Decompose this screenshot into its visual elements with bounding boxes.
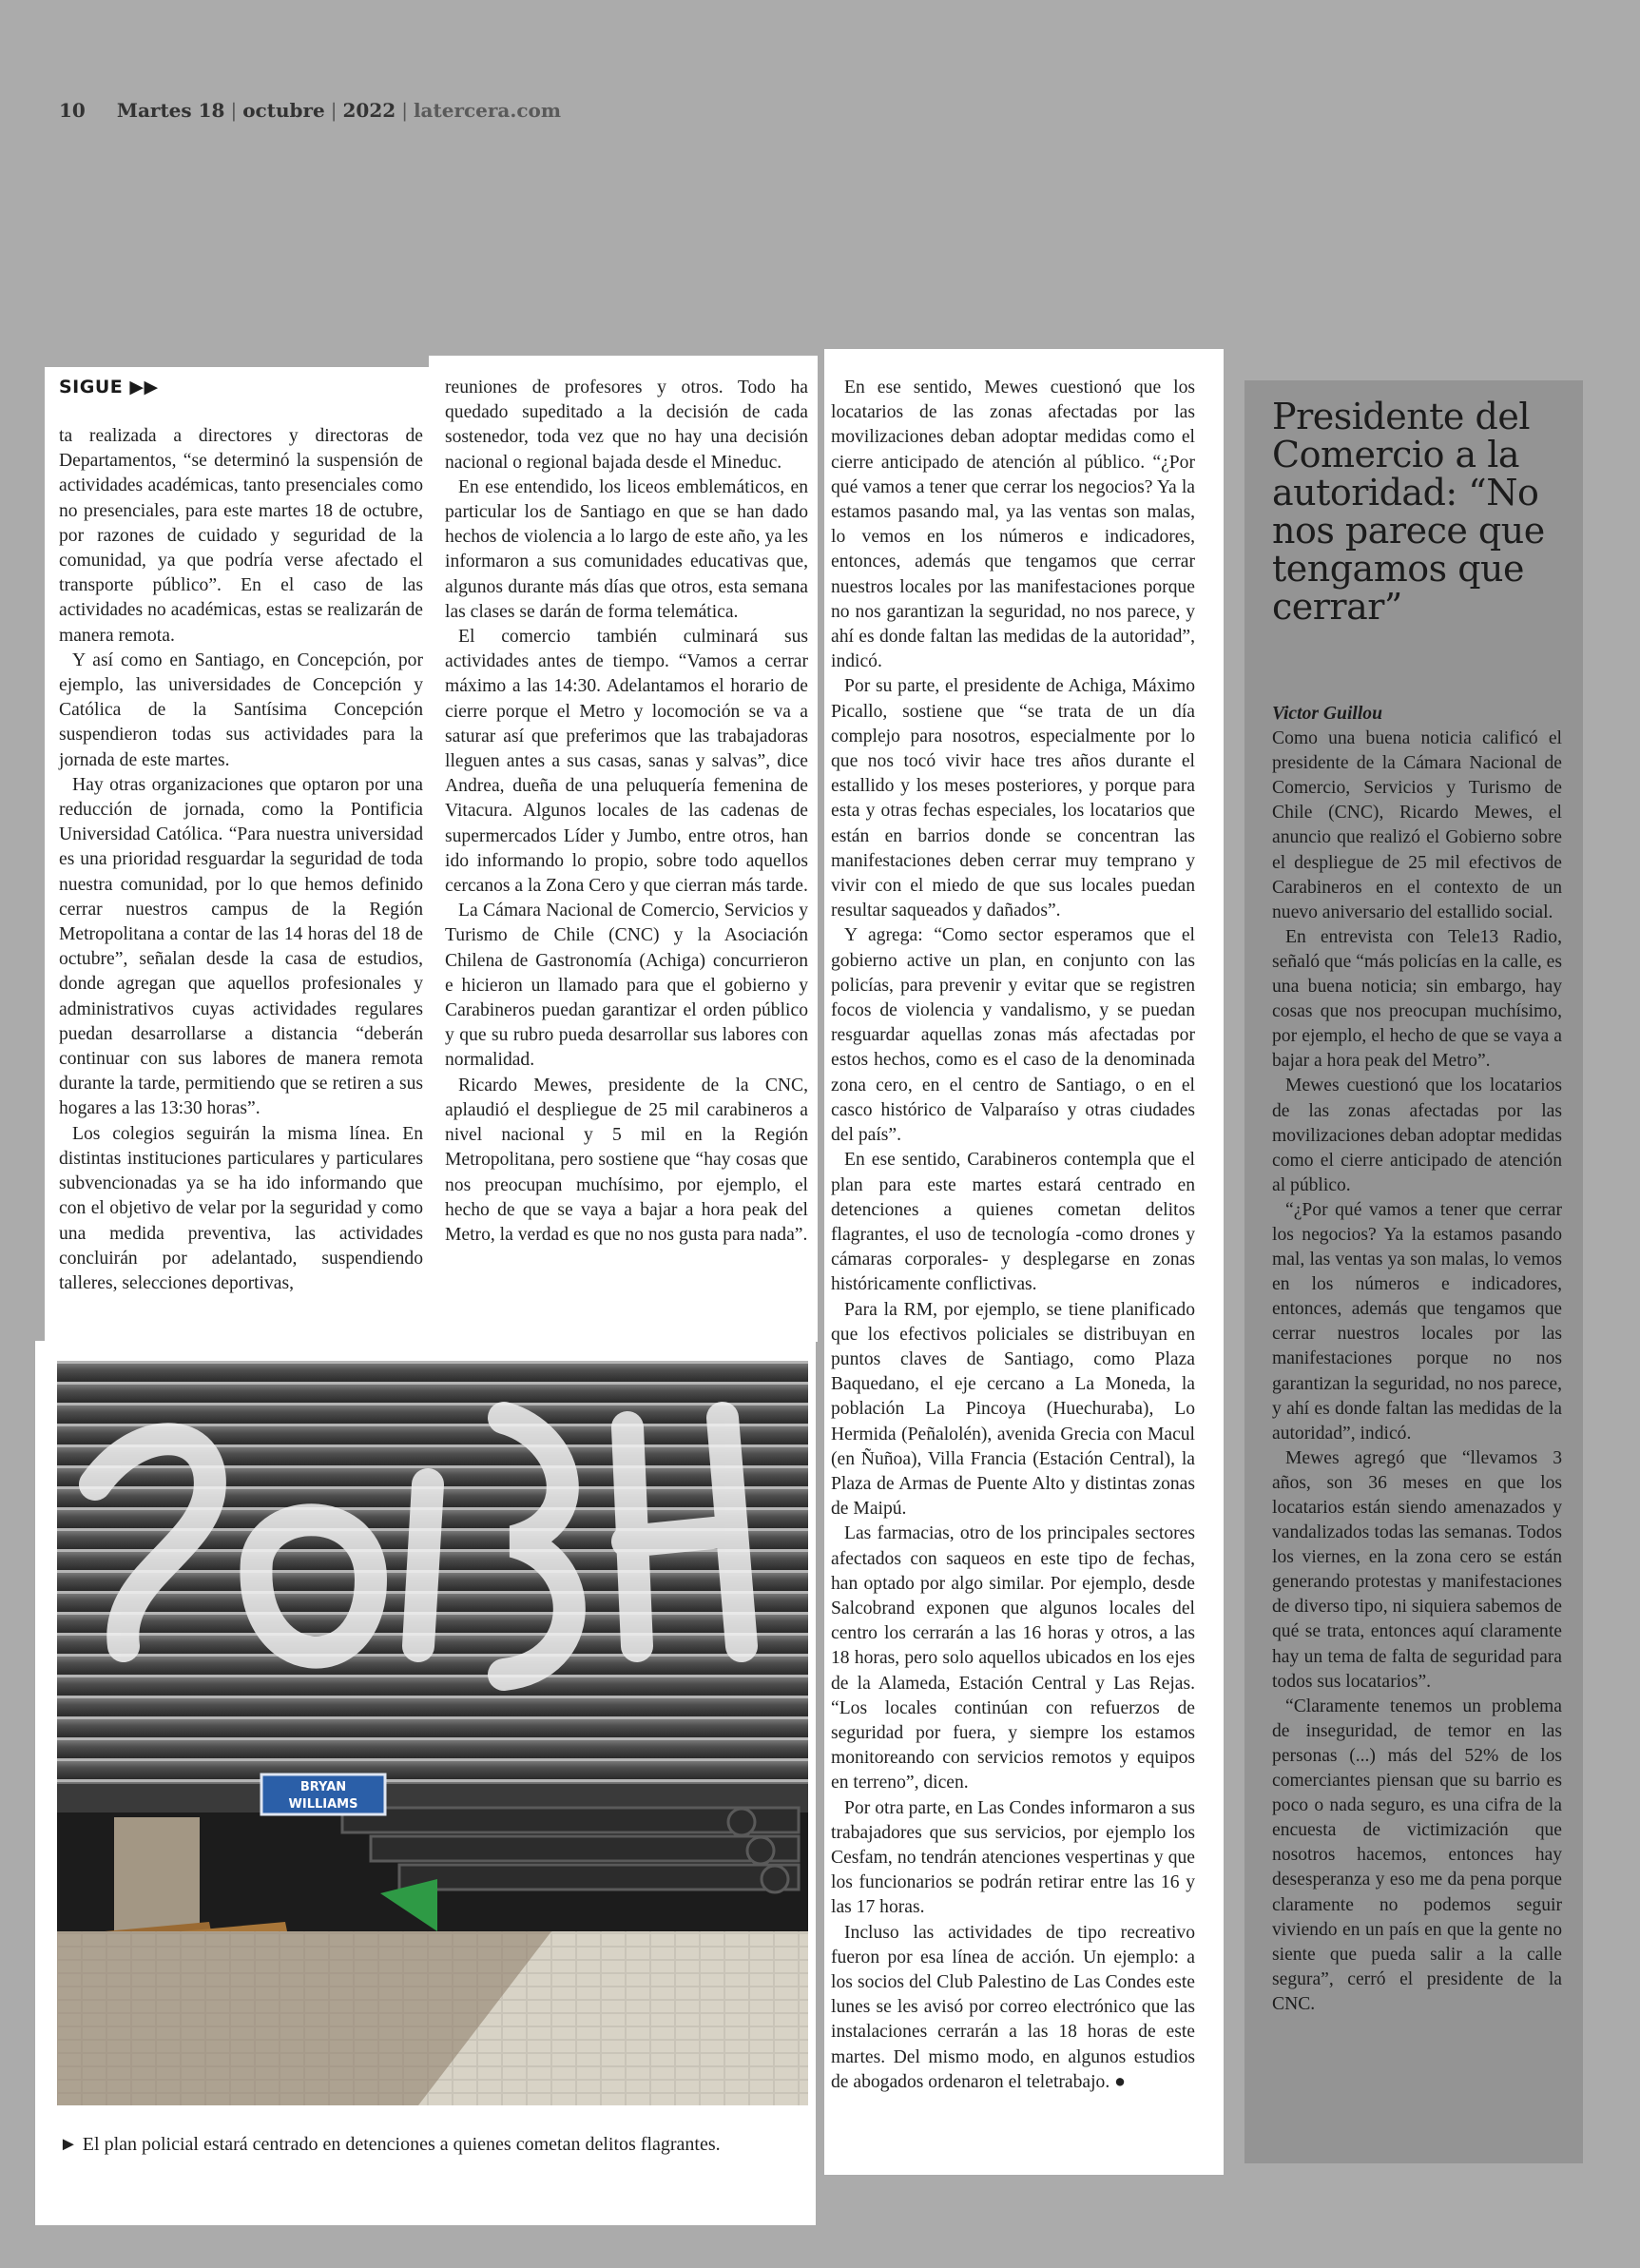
article-photo [57,1361,808,2105]
paragraph: Mewes cuestionó que los locatarios de las zonas afectadas por las movilizaciones deban adoptar medidas como el cierre anticipado de atención al público. [1272,1076,1562,1195]
paragraph: En ese entendido, los liceos emblemáticos, en particular los de Santiago en que se han dado hechos de violencia a lo largo de este año, ya les informaron a sus comunidades educativas que, algunos durante más días que otros, esta semana las clases se darán de forma telemática. [445,476,808,622]
paragraph: “Claramente tenemos un problema de inseguridad, de temor en las personas (...) más del 52% de los comerciantes piensan que su barrio es poco o nada seguro, es una cifra de la encuesta de victimización que nosotros hacemos, entonces hay desesperanza y eso me da pena porque claramente no podemos seguir viviendo en un país en que la gente no siente que pueda salir a la calle segura”, cerró el presidente de la CNC. [1272,1696,1562,2014]
folded-shutter-mechanism [342,1808,799,1892]
paragraph: Ricardo Mewes, presidente de la CNC, aplaudió el despliegue de 25 mil carabineros a nivel nacional y 5 mil en la Región Metropolitana, pero sostiene que “hay cosas que nos preocupan muchísimo, por ejemplo, el hecho de que se vaya a bajar a hora peak del Metro, la verdad es que no nos gusta para nada”. [445,1075,808,1245]
paragraph: Por otra parte, en Las Condes informaron a sus trabajadores que sus servicios, por ejemplo los Cesfam, no tendrán atenciones vespertinas y que los funcionarios se podrán retirar entre las 16 y las 17 horas. [831,1797,1195,1918]
article-column-2 [445,376,808,1248]
photo-caption: ► El plan policial estará centrado en detenciones a quienes cometan delitos flagrantes. [59,2134,721,2155]
header-date-day: Martes 18 [116,99,225,122]
paragraph: El comercio también culminará sus actividades antes de tiempo. “Vamos a cerrar máximo a las 14:30. Adelantamos el horario de cierre porque el Metro y locomoción se va a saturar así que preferimos que las trabajadoras lleguen antes a sus casas, sanas y salvas”, dice Andrea, dueña de una peluquería femenina de Vitacura. Algunos locales de las cadenas de supermercados Líder y Jumbo, entre otros, han ido informando lo propio, sobre todo aquellos cercanos a la Zona Cero y que cierran más tarde. [445,627,808,897]
paragraph: Y así como en Santiago, en Concepción, por ejemplo, las universidades de Concepción y Católica de la Santísima Concepción suspendieron todas sus actividades para la jornada de este martes. [59,649,423,770]
paragraph: Los colegios seguirán la misma línea. En distintas instituciones particulares y particulares subvencionadas ya se ha ido informando que con el objetivo de velar por la seguridad y como una medida preventiva, las actividades concluirán por adelantado, suspendiendo talleres, selecciones deportivas, [59,1123,423,1293]
sidebar-body [1272,702,1562,2017]
paragraph: Hay otras organizaciones que optaron por una reducción de jornada, como la Pontificia Universidad Católica. “Para nuestra universidad es una prioridad resguardar la seguridad de toda nuestra comunidad, por lo que hemos definido cerrar nuestros campus de la Región Metropolitana a contar de las 14 horas del 18 de octubre”, señalan desde la casa de estudios, donde agregan que aquellos profesionales y administrativos cuyas actividades regulares puedan desarrollarse a distancia “deberán continuar con sus labores de manera remota durante la tarde, permitiendo que se retiren a sus hogares a las 13:30 horas”. [59,774,423,1119]
trouser-legs [114,1817,200,1941]
paragraph: ta realizada a directores y directoras de Departamentos, “se determinó la suspensión de actividades académicas, tanto presenciales como no presenciales, para este martes 18 de octubre, por razones de cuidado y seguridad de la comunidad, ya que podría verse afectado el transporte público”. En el caso de las actividades no académicas, estas se realizarán de manera remota. [59,426,423,646]
shutter-photo-illustration [57,1361,808,2105]
article-column-3 [831,376,1195,2095]
paragraph: En entrevista con Tele13 Radio, señaló que “más policías en la calle, es una buena noticia; sin embargo, hay cosas que nos preocupan muchísimo, por ejemplo, el hecho de que se vaya a bajar a hora peak del Metro”. [1272,926,1562,1072]
header-site[interactable]: latercera.com [413,99,562,122]
sidebar-author: Victor Guillou [1272,704,1382,724]
article-column-1 [59,424,423,1296]
paragraph: La Cámara Nacional de Comercio, Servicios y Turismo de Chile (CNC) y la Asociación Chilena de Gastronomía (Achiga) concurrieron e hicieron un llamado para que el gobierno y Carabineros puedan garantizar el orden público y que su rubro pueda desarrollar sus labores con normalidad. [445,901,808,1071]
paragraph: Las farmacias, otro de los principales sectores afectados con saqueos en este tipo de fechas, han optado por algo similar. Por ejemplo, desde Salcobrand exponen que algunos locales del centro los cerrarán a las 16 horas y otros, a las 18 horas, pero solo aquellos ubicados en los ejes de la Alameda, Estación Central y Las Rejas. “Los locales continúan con refuerzos de seguridad por fuera, y siempre los estamos monitoreando con servicios remotos y equipos en terreno”, dicen. [831,1523,1195,1793]
sticker-text-1: BRYAN [299,1780,347,1794]
paragraph: reuniones de profesores y otros. Todo ha quedado supeditado a la decisión de cada sostenedor, toda vez que no hay una decisión nacional o regional bajada desde el Mineduc. [445,378,808,473]
page-number: 10 [59,99,86,122]
header-year: 2022 [342,99,396,122]
paragraph: Mewes agregó que “llevamos 3 años, son 36 meses en que los locatarios están siendo amenazados y vandalizados todas las semanas. Todos los viernes, en la zona cero se están generando protestas y manifestaciones de diverso tipo, ni siquiera sabemos de qué se trata, entonces aquí claramente hay un tema de falta de seguridad para todos sus locatarios”. [1272,1447,1562,1692]
paragraph: Como una buena noticia calificó el presidente de la Cámara Nacional de Comercio, Servicios y Turismo de Chile (CNC), Ricardo Mewes, el anuncio que realizó el Gobierno sobre el despliegue de 25 mil efectivos de Carabineros en el contexto de un nuevo aniversario del estallido social. [1272,728,1562,922]
sigue-label: SIGUE ▶▶ [59,377,159,397]
sticker-text-2: WILLIAMS [288,1797,358,1812]
sidebar-box [1244,380,1583,2163]
paragraph: Incluso las actividades de tipo recreativo fueron por esa línea de acción. Un ejemplo: a los socios del Club Palestino de Las Condes este lunes se les avisó por correo electrónico que las instalaciones cerrarán a las 18 horas de este martes. Del mismo modo, en algunos estudios de abogados ordenaron el teletrabajo. ● [831,1922,1195,2092]
header-month: octubre [242,99,325,122]
paragraph: Para la RM, por ejemplo, se tiene planificado que los efectivos policiales se distribuyan en puntos claves de Santiago, como Plaza Baquedano, el eje cercano a La Moneda, la población La Pincoya (Huechuraba), Lo Hermida (Peñalolén), avenida Grecia con Macul (en Ñuñoa), Villa Francia (Estación Central), la Plaza de Armas de Puente Alto y distintas zonas de Maipú. [831,1299,1195,1520]
paragraph: En ese sentido, Mewes cuestionó que los locatarios de las zonas afectadas por las movilizaciones deban adoptar medidas como el cierre anticipado de atención al público. “¿Por qué vamos a tener que cerrar los negocios? Ya la estamos pasando mal, ya las ventas son malas, lo vemos en los números e indicadores, entonces, además que tengamos que cerrar nuestros locales por las manifestaciones porque no nos garantizan la seguridad, no nos parece, y ahí es donde faltan las medidas de la autoridad”, indicó. [831,378,1195,672]
paragraph: Por su parte, el presidente de Achiga, Máximo Picallo, sostiene que “se trata de un día complejo para nosotros, especialmente por lo que nos tocó vivir hace tres años durante el estallido y los meses posteriores, y porque para esta y otras fechas especiales, los locatarios que están en barrios donde se concentran las manifestaciones deben cerrar muy temprano y vivir con el miedo de que sus locales puedan resultar saqueados y dañados”. [831,676,1195,921]
paragraph: “¿Por qué vamos a tener que cerrar los negocios? Ya la estamos pasando mal, las ventas ya son malas, lo vemos en los números e indicadores, entonces, además que tengamos que cerrar nuestros locales por las manifestaciones porque no nos garantizan la seguridad, no nos parece, y ahí es donde faltan las medidas de la autoridad”, indicó. [1272,1199,1562,1444]
paragraph: Y agrega: “Como sector esperamos que el gobierno active un plan, en conjunto con las policías, para prevenir y evitar que se registren focos de violencia y vandalismo, y se puedan resguardar aquellas zonas más afectadas por estos hechos, como es el caso de la denominada zona cero, en el centro de Santiago, o en el casco histórico de Valparaíso y otras ciudades del país”. [831,925,1195,1146]
page-header: 10 Martes 18 | octubre | 2022 | latercera.com [59,99,562,122]
paragraph: En ese sentido, Carabineros contempla que el plan para este martes estará centrado en detenciones a quienes cometan delitos flagrantes, el uso de tecnología -como drones y cámaras corporales- y desplegarse en zonas históricamente conflictivas. [831,1150,1195,1295]
sidebar-title: Presidente del Comercio a la autoridad: “No nos parece que tengamos que cerrar” [1272,396,1545,628]
